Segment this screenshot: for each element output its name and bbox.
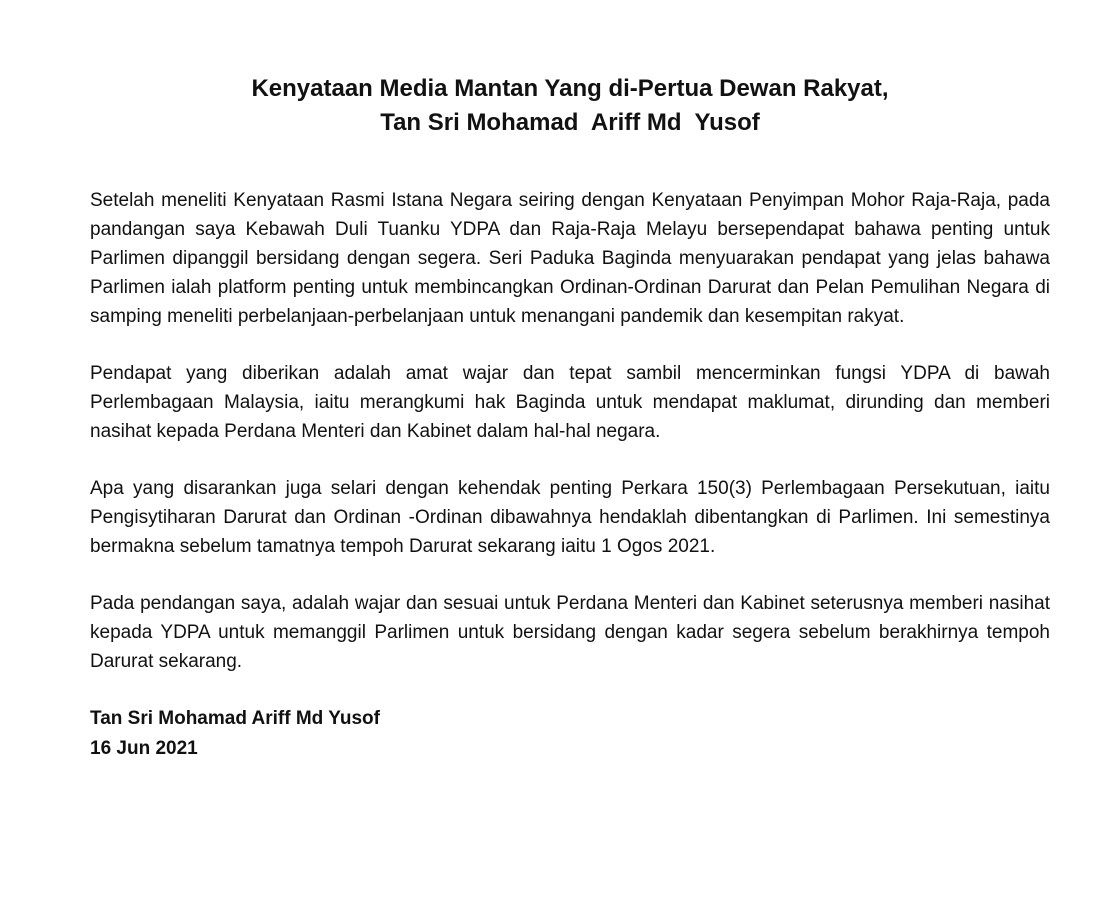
title-line-1: Kenyataan Media Mantan Yang di-Pertua Dewan Rakyat,	[251, 75, 889, 102]
signature-date: 16 Jun 2021	[90, 738, 198, 759]
paragraph-2: Pendapat yang diberikan adalah amat wajar dan tepat sambil mencerminkan fungsi YDPA di bawah Perlembagaan Malaysia, iaitu merangkumi hak Baginda untuk mendapat maklumat, dirunding dan memberi nasihat kepada Perdana Menteri dan Kabinet dalam hal-hal negara.	[90, 363, 1050, 442]
signature-block	[90, 704, 1050, 764]
signature-name: Tan Sri Mohamad Ariff Md Yusof	[90, 708, 380, 729]
document-title	[90, 72, 1050, 140]
paragraph-1: Setelah meneliti Kenyataan Rasmi Istana Negara seiring dengan Kenyataan Penyimpan Mohor Raja-Raja, pada pandangan saya Kebawah Duli Tuanku YDPA dan Raja-Raja Melayu bersependapat bahawa penting untuk Parlimen dipanggil bersidang dengan segera. Seri Paduka Baginda menyuarakan pendapat yang jelas bahawa Parlimen ialah platform penting untuk membincangkan Ordinan-Ordinan Darurat dan Pelan Pemulihan Negara di samping meneliti perbelanjaan-perbelanjaan untuk menangani pandemik dan kesempitan rakyat.	[90, 190, 1050, 327]
paragraph-4: Pada pendangan saya, adalah wajar dan sesuai untuk Perdana Menteri dan Kabinet seterusnya memberi nasihat kepada YDPA untuk memanggil Parlimen untuk bersidang dengan kadar segera sebelum berakhirnya tempoh Darurat sekarang.	[90, 593, 1050, 672]
title-line-2: Tan Sri Mohamad Ariff Md Yusof	[380, 109, 760, 136]
paragraph-3: Apa yang disarankan juga selari dengan kehendak penting Perkara 150(3) Perlembagaan Persekutuan, iaitu Pengisytiharan Darurat dan Ordinan -Ordinan dibawahnya hendaklah dibentangkan di Parlimen. Ini semestinya bermakna sebelum tamatnya tempoh Darurat sekarang iaitu 1 Ogos 2021.	[90, 478, 1050, 557]
